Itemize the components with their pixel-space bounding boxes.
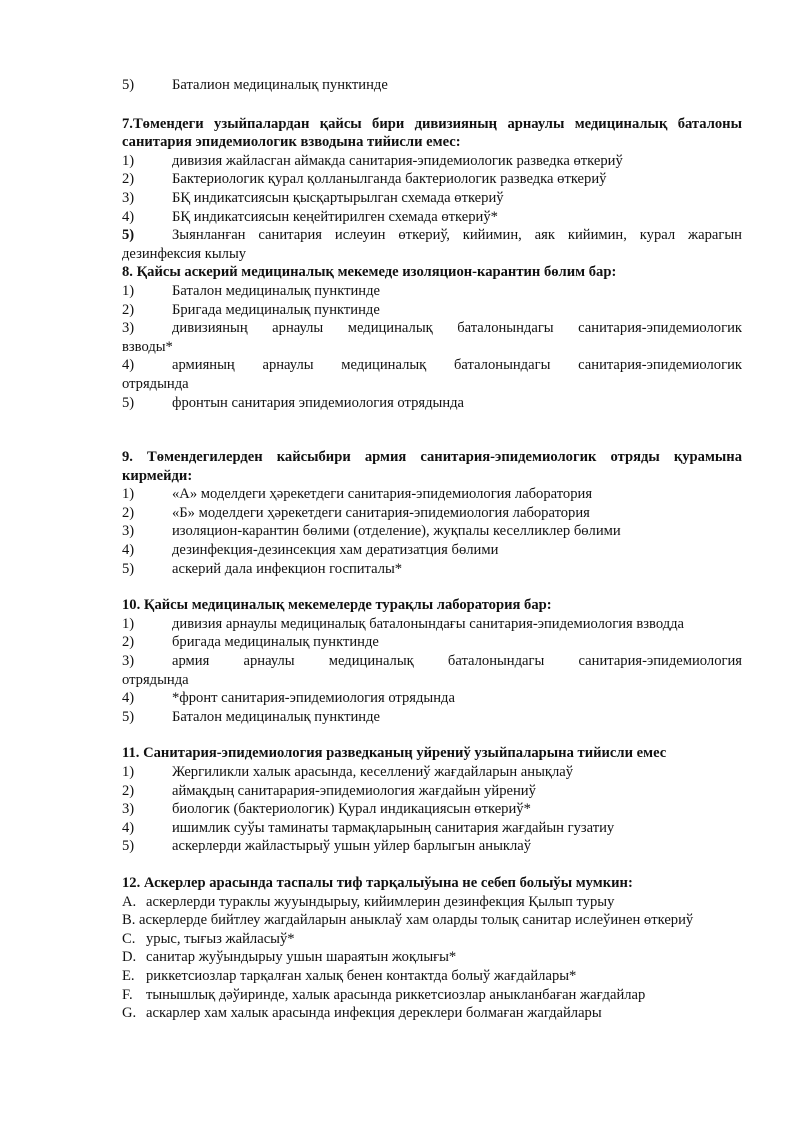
question-title: 7.Төмендеги узыйпалардан қайсы бири дивизияның арнаулы медициналық баталоны санитария эпидемиологик взводына тийисли емес: [122,115,742,151]
option-letter: B. [122,912,136,929]
option [122,541,742,560]
option [122,893,742,912]
option-number: 1) [122,615,135,632]
option [122,560,742,579]
option-letter: F. [122,986,133,1003]
option-letter: G. [122,1005,137,1022]
option-number: 1) [122,764,135,780]
option-number: 3) [122,801,135,818]
option-continuation: отрядында [122,671,189,688]
option-text: ишимлик суўы таминаты тармақларының санитария жағдайын гузатиу [172,819,615,836]
option-text: санитар жуўындырыу ушын шараятын жоқлығы* [146,949,457,966]
option-number: 1) [122,486,135,503]
option [122,689,742,708]
option [122,967,742,986]
option-text: БҚ индикатсиясын кеңейтирилген схемада өткериў* [172,208,498,225]
option-number: 2) [122,504,135,521]
option [122,485,742,504]
option-text: «А» моделдеги ҳәрекетдеги санитария-эпидемиология лаборатория [172,486,593,503]
option-text: риккетсиозлар тарқалған халық бенен контактда болыў жағдайлары* [146,967,577,984]
option-text: дивизияның арнаулы медициналық баталонындагы санитария-эпидемиологик [172,320,742,337]
option [122,782,742,801]
option [122,837,742,856]
question-10 [122,596,742,726]
option-number: 1) [122,282,135,299]
option-number: 3) [122,653,135,670]
option-number: 3) [122,523,135,540]
option [122,152,742,171]
option [122,319,742,338]
option-number: 5) [122,708,135,725]
option-number: 3) [122,320,135,337]
option-number: 5) [122,838,135,855]
option-text: аскерлерди тураклы жууындырыу, кийимлерин дезинфекция Қылып турыу [146,893,615,910]
option-text: аймақдың санитарария-эпидемиология жағдайын уйрениў [172,782,536,799]
question-title: 9. Төмендегилерден кайсыбири армия санитария-эпидемиологик отряды қурамына кирмейди: [122,449,742,484]
question-title: 10. Қайсы медициналық мекемелерде турақлы лаборатория бар: [122,597,552,614]
option [122,170,742,189]
option-continuation: взводы* [122,338,173,355]
option-number: 3) [122,189,135,206]
option-number: 2) [122,782,135,799]
option [122,633,742,652]
option-text: Баталон медициналық пунктинде [172,708,381,725]
option-text: аскерий дала инфекцион госпиталы* [172,560,403,577]
option-number: 4) [122,208,135,225]
option [122,948,742,967]
option-number: 1) [122,152,135,169]
option [122,652,742,671]
question-11 [122,744,742,856]
option-text: армия арнаулы медициналық баталонындагы санитария-эпидемиология [172,653,742,670]
option [122,394,742,413]
document-page [122,76,742,1023]
option [122,282,742,301]
option-text: Бактериологик қурал қолланылганда бактериологик разведка өткериў [172,171,607,188]
option-number: 4) [122,690,135,707]
option [122,226,742,245]
option-text: бригада медициналық пунктинде [172,634,379,651]
option-text: Бригада медициналық пунктинде [172,301,380,318]
option [122,208,742,227]
option-letter: C. [122,930,136,947]
option-text: урыс, тығыз жайласыў* [146,930,295,947]
question-title: 11. Санитария-эпидемиология разведканың уйрениў узыйпаларына тийисли емес [122,745,667,762]
option-text: БҚ индикатсиясын қысқартырылган схемада өткериў [172,189,504,206]
option [122,763,742,782]
option [122,930,742,949]
option-number: 4) [122,819,135,836]
option-text: тынышлық дәўиринде, халык арасында риккетсиозлар аныкланбаған жағдайлар [146,986,646,1003]
option-number: 5) [122,394,135,411]
option-text: биологик (бактериологик) Қурал индикациясын өткериў* [172,801,531,818]
question-7 [122,115,742,264]
option-text: армияның арнаулы медициналық баталонындагы санитария-эпидемиологик [172,357,742,374]
question-12 [122,874,742,1023]
option-text: Зыянланған санитария ислеуин өткериў, кийимин, аяк кийимин, курал жарагын [172,227,742,244]
question-9 [122,448,742,578]
q6-option-5 [122,76,742,95]
option [122,986,742,1005]
option [122,189,742,208]
option-text: дезинфекция-дезинсекция хам дератизатция бөлими [172,542,499,559]
option-letter: D. [122,949,137,966]
option [122,708,742,727]
option [122,615,742,634]
option [122,1004,742,1023]
question-title: 12. Аскерлер арасында таспалы тиф тарқалыўына не себеп болыўы мумкин: [122,874,633,891]
option-number: 2) [122,171,135,188]
option [122,911,742,930]
option-letter: A. [122,893,137,910]
option-number: 5) [122,77,135,93]
option-continuation: отрядында [122,375,189,392]
option-number: 2) [122,634,135,651]
option-text: аскерлерде бийтлеу жагдайларын аныклаў хам оларды толық санитар ислеўинен өткериў [139,912,694,929]
option-text: фронтын санитария эпидемиология отрядында [172,394,465,411]
option-number: 2) [122,301,135,318]
option [122,800,742,819]
option [122,356,742,375]
option [122,301,742,320]
option-text: дивизия жайласган аймакда санитария-эпидемиологик разведка өткериў [172,152,623,169]
option-text: дивизия арнаулы медициналық баталонындағы санитария-эпидемиология взводда [172,615,685,632]
option-text: изоляцион-карантин бөлими (отделение), жуқпалы кеселликлер бөлими [172,523,621,540]
option-text: Баталон медициналық пунктинде [172,282,381,299]
option-text: Баталион медициналық пунктинде [172,77,388,93]
option-text: Жергиликли халык арасында, кеселлениў жағдайларын анықлаў [172,764,574,780]
option-number: 4) [122,542,135,559]
option-text: аскарлер хам халык арасында инфекция дереклери болмаған жагдайлары [146,1005,602,1022]
option-number: 5) [122,227,135,244]
option-text: «Б» моделдеги ҳәрекетдеги санитария-эпидемиология лаборатория [172,504,590,521]
option-text: *фронт санитария-эпидемиология отрядында [172,690,455,707]
option [122,522,742,541]
option-number: 4) [122,357,135,374]
question-8 [122,263,742,412]
option-number: 5) [122,560,135,577]
question-title: 8. Қайсы аскерий медициналық мекемеде изоляцион-карантин бөлим бар: [122,264,617,281]
option [122,504,742,523]
option-continuation: дезинфексия кылыу [122,245,247,262]
option-text: аскерлерди жайластырыў ушын уйлер барлыгын аныклаў [172,838,532,855]
option [122,819,742,838]
option-letter: E. [122,967,135,984]
